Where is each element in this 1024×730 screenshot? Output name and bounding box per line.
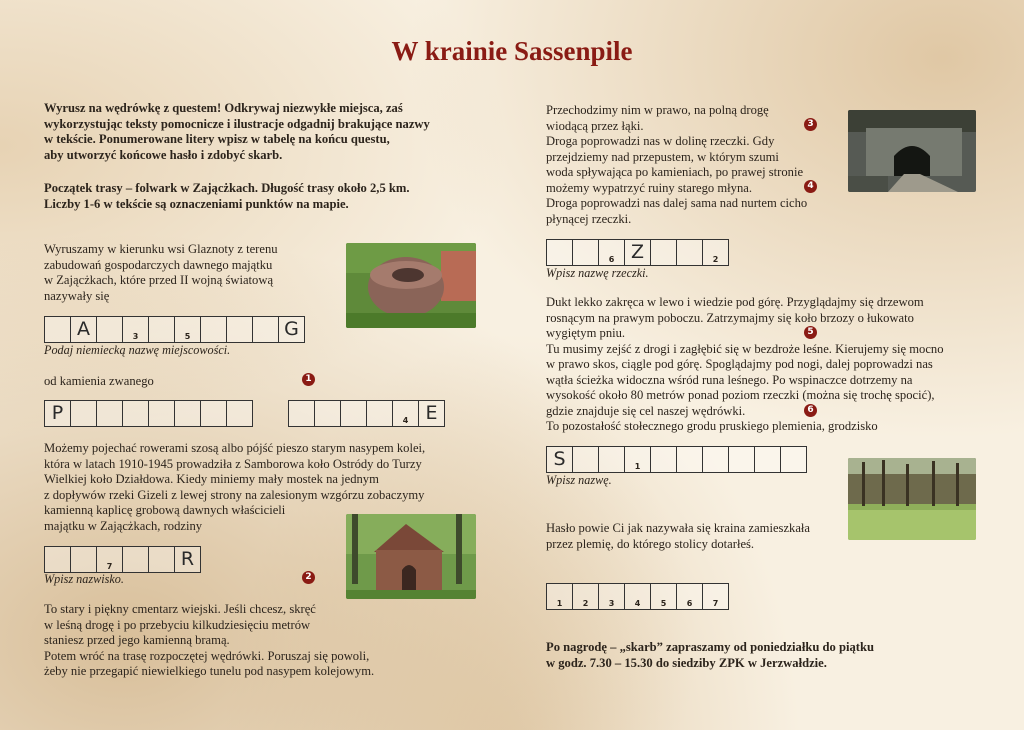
right1-text: Przechodzimy nim w prawo, na polną drogę wiodącą przez łąki. Droga poprowadzi nas w dolinę rzeczki. Gdy przejdziemy nad przepustem, w którym szumi woda spływająca po kamieniach, po prawej stronie możemy wypatrzyć ruiny starego młyna. Droga poprowadzi nas dalej sama nad nurtem cicho płynącej rzeczki. <box>546 103 808 226</box>
prize-info: Po nagrodę – „skarb” zapraszamy od poniedziałku do piątku w godz. 7.30 – 15.30 do siedziby ZPK w Jerzwałdzie. <box>546 640 874 670</box>
letter-cell[interactable] <box>341 401 367 426</box>
letter-cell[interactable]: 2 <box>573 584 599 609</box>
letter-cell[interactable] <box>71 547 97 572</box>
intro-text: Wyrusz na wędrówkę z questem! Odkrywaj niezwykłe miejsca, zaś wykorzystując teksty pomocnicze i ilustracje odgadnij brakujące nazwy w tekście. Ponumerowane litery wpisz w tabelę na końcu questu, aby utworzyć końcowe hasło i zdobyć skarb. <box>44 101 430 162</box>
letter-cell[interactable]: 3 <box>599 584 625 609</box>
letter-cell[interactable] <box>45 317 71 342</box>
letter-cell[interactable]: 7 <box>703 584 729 609</box>
letter-cell[interactable]: 2 <box>703 240 729 265</box>
map-marker-4: 4 <box>804 180 817 193</box>
chapel-photo <box>346 514 476 599</box>
letter-cell[interactable]: A <box>71 317 97 342</box>
letter-cell[interactable] <box>547 240 573 265</box>
letter-cell[interactable]: 4 <box>625 584 651 609</box>
letter-cell[interactable] <box>175 401 201 426</box>
letter-cell[interactable]: 4 <box>393 401 419 426</box>
letter-cell[interactable]: 5 <box>175 317 201 342</box>
section2-line: od kamienia zwanego <box>44 374 154 388</box>
map-marker-3: 3 <box>804 118 817 131</box>
letter-cell[interactable] <box>289 401 315 426</box>
start-info: Początek trasy – folwark w Zającżkach. Długość trasy około 2,5 km. Liczby 1-6 w tekście są oznaczeniami punktów na mapie. <box>44 181 410 211</box>
letter-cell[interactable] <box>703 447 729 472</box>
letter-cell[interactable] <box>677 240 703 265</box>
letter-cell[interactable] <box>149 401 175 426</box>
answer-grid-1[interactable] <box>44 316 305 343</box>
letter-cell[interactable] <box>677 447 703 472</box>
letter-cell[interactable] <box>755 447 781 472</box>
letter-cell[interactable]: 3 <box>123 317 149 342</box>
letter-cell[interactable]: 6 <box>677 584 703 609</box>
letter-cell[interactable]: P <box>45 401 71 426</box>
letter-cell[interactable] <box>599 447 625 472</box>
final-password-grid[interactable] <box>546 583 729 610</box>
section2-text: Możemy pojechać rowerami szosą albo pójść pieszo starym nasypem kolei, która w latach 1910-1945 prowadziła z Samborowa koło Ostródy do Turzy Wielkiej koło Działdowa. Kiedy miniemy mały mostek na jednym z dopływów rzeki Gizeli z lewej strony na zalesionym wzgórzu zobaczymy kamienną kaplicę grobową dawnych właścicieli majątku w Zającżkach, rodziny <box>44 441 426 533</box>
tunnel-photo <box>848 110 976 192</box>
map-marker-5: 5 <box>804 326 817 339</box>
letter-cell[interactable]: R <box>175 547 201 572</box>
answer-grid-2b[interactable] <box>288 400 445 427</box>
letter-cell[interactable]: 5 <box>651 584 677 609</box>
letter-cell[interactable] <box>123 401 149 426</box>
letter-cell[interactable] <box>45 547 71 572</box>
letter-cell[interactable] <box>149 317 175 342</box>
answer-grid-3[interactable] <box>44 546 201 573</box>
hint-4: Wpisz nazwę rzeczki. <box>546 266 649 280</box>
letter-cell[interactable] <box>781 447 807 472</box>
letter-cell[interactable] <box>97 401 123 426</box>
hint-5: Wpisz nazwę. <box>546 473 612 487</box>
page-title: W krainie Sassenpile <box>391 36 633 66</box>
letter-cell[interactable]: Z <box>625 240 651 265</box>
millstone-photo <box>346 243 476 328</box>
letter-cell[interactable] <box>367 401 393 426</box>
map-marker-2: 2 <box>302 571 315 584</box>
final-text: Hasło powie Ci jak nazywała się kraina zamieszkała przez plemię, do którego stolicy dotarłeś. <box>546 521 811 551</box>
letter-cell[interactable] <box>123 547 149 572</box>
letter-cell[interactable]: 1 <box>547 584 573 609</box>
answer-grid-5[interactable] <box>546 446 807 473</box>
letter-cell[interactable]: G <box>279 317 305 342</box>
forest-photo <box>848 458 976 540</box>
letter-cell[interactable]: E <box>419 401 445 426</box>
letter-cell[interactable] <box>97 317 123 342</box>
answer-grid-2a[interactable] <box>44 400 253 427</box>
letter-cell[interactable] <box>315 401 341 426</box>
section3-text: To stary i piękny cmentarz wiejski. Jeśli chcesz, skręć w leśną drogę i po przebyciu kilkudziesięciu metrów staniesz przed jego kamienną bramą. Potem wróć na trasę rozpoczętej wędrówki. Poruszaj się powoli, żeby nie przegapić niewielkiego tunelu pod nasypem kolejowym. <box>44 602 375 678</box>
letter-cell[interactable]: S <box>547 447 573 472</box>
letter-cell[interactable]: 1 <box>625 447 651 472</box>
answer-grid-4[interactable] <box>546 239 729 266</box>
letter-cell[interactable]: 6 <box>599 240 625 265</box>
hint-1: Podaj niemiecką nazwę miejscowości. <box>44 343 231 357</box>
letter-cell[interactable] <box>227 317 253 342</box>
map-marker-1: 1 <box>302 373 315 386</box>
letter-cell[interactable] <box>651 447 677 472</box>
letter-cell[interactable] <box>651 240 677 265</box>
letter-cell[interactable] <box>201 317 227 342</box>
letter-cell[interactable] <box>573 447 599 472</box>
letter-cell[interactable] <box>729 447 755 472</box>
letter-cell[interactable]: 7 <box>97 547 123 572</box>
letter-cell[interactable] <box>227 401 253 426</box>
letter-cell[interactable] <box>71 401 97 426</box>
map-marker-6: 6 <box>804 404 817 417</box>
section1-text: Wyruszamy w kierunku wsi Glaznoty z terenu zabudowań gospodarczych dawnego majątku w Zającżkach, które przed II wojną światową nazywały się <box>44 242 278 303</box>
letter-cell[interactable] <box>201 401 227 426</box>
letter-cell[interactable] <box>149 547 175 572</box>
letter-cell[interactable] <box>253 317 279 342</box>
right2-text: Dukt lekko zakręca w lewo i wiedzie pod górę. Przyglądajmy się drzewom rosnącym na prawym poboczu. Zatrzymajmy się koło brzozy o łukowato wygiętym pniu. Tu musimy zejść z drogi i zagłębić się w bezdroże leśne. Kierujemy się mocno w prawo skos, ciągle pod górę. Spoglądajmy pod nogi, dalej poprowadzi nas wątła ścieżka widoczna wśród runa leśnego. Po wspinaczce dotrzemy na wysokość około 80 metrów ponad poziom rzeczki (można się trochę spocić), gdzie znajduje się cel naszej wędrówki. To pozostałość stołecznego grodu pruskiego plemienia, grodzisko <box>546 295 944 433</box>
hint-3: Wpisz nazwisko. <box>44 572 124 586</box>
letter-cell[interactable] <box>573 240 599 265</box>
